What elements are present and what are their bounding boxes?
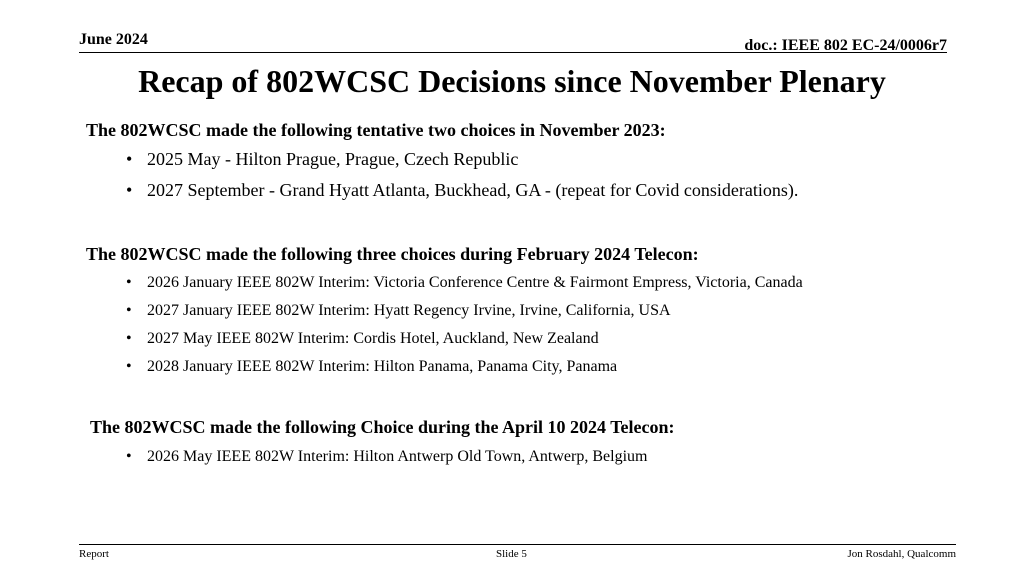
- list-item: [126, 446, 647, 468]
- section-heading-april: The 802WCSC made the following Choice during the April 10 2024 Telecon:: [90, 417, 675, 437]
- list-item-text: 2025 May - Hilton Prague, Prague, Czech Republic: [147, 149, 519, 169]
- bullet-icon: •: [126, 302, 132, 319]
- list-item: [126, 328, 599, 350]
- list-item-text: 2027 January IEEE 802W Interim: Hyatt Regency Irvine, Irvine, California, USA: [147, 302, 671, 319]
- slide-title: Recap of 802WCSC Decisions since November Plenary: [138, 63, 886, 99]
- list-item: [126, 272, 803, 294]
- bullet-icon: •: [126, 180, 133, 200]
- list-item-text: 2028 January IEEE 802W Interim: Hilton Panama, Panama City, Panama: [147, 358, 618, 375]
- header-date: June 2024: [79, 31, 148, 48]
- section-heading-november: The 802WCSC made the following tentative two choices in November 2023:: [86, 120, 666, 140]
- section-heading-february: The 802WCSC made the following three choices during February 2024 Telecon:: [86, 244, 699, 264]
- header-doc-id: doc.: IEEE 802 EC-24/0006r7: [744, 37, 947, 54]
- bullet-icon: •: [126, 448, 132, 465]
- footer-slide-number: Slide 5: [496, 548, 527, 560]
- list-item-text: 2027 May IEEE 802W Interim: Cordis Hotel, Auckland, New Zealand: [147, 330, 599, 347]
- footer-author: Jon Rosdahl, Qualcomm: [847, 548, 956, 560]
- list-item-text: 2027 September - Grand Hyatt Atlanta, Buckhead, GA - (repeat for Covid considerations).: [147, 180, 799, 200]
- list-item-text: 2026 May IEEE 802W Interim: Hilton Antwerp Old Town, Antwerp, Belgium: [147, 448, 648, 465]
- footer-divider: [79, 544, 956, 545]
- bullet-icon: •: [126, 358, 132, 375]
- list-item: [126, 356, 617, 378]
- list-item: [126, 178, 798, 202]
- bullet-icon: •: [126, 149, 133, 169]
- bullet-icon: •: [126, 330, 132, 347]
- header-divider: [79, 52, 947, 53]
- bullet-icon: •: [126, 274, 132, 291]
- list-item: [126, 300, 671, 322]
- footer-left: Report: [79, 548, 109, 560]
- list-item: [126, 147, 518, 171]
- list-item-text: 2026 January IEEE 802W Interim: Victoria Conference Centre & Fairmont Empress, Victoria, Canada: [147, 274, 803, 291]
